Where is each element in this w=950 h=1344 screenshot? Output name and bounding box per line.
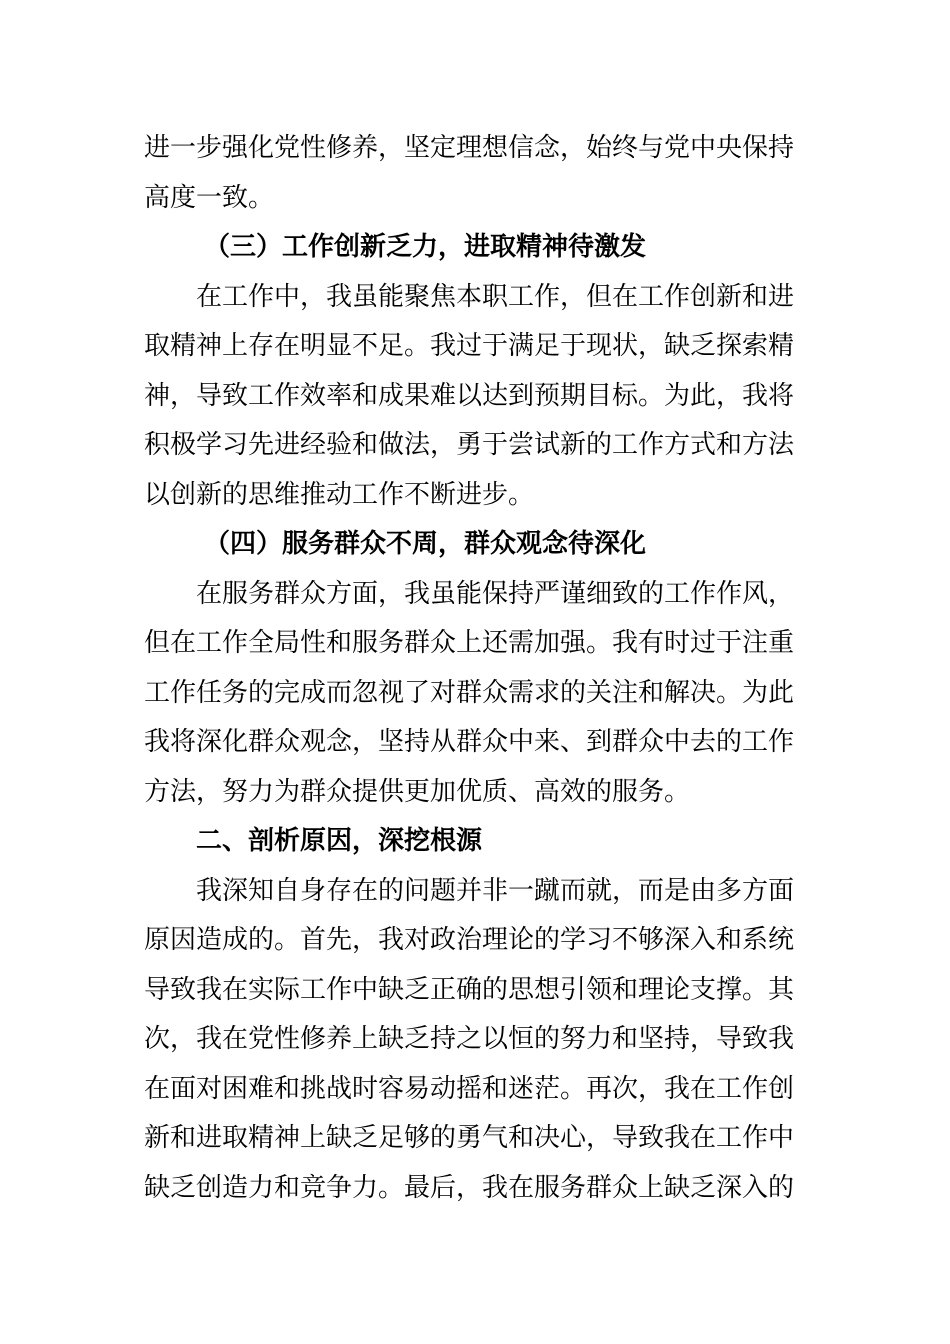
body-line: 高度一致。 xyxy=(144,182,275,213)
body-line: 进一步强化党性修养，坚定理想信念，始终与党中央保持 xyxy=(144,133,795,163)
body-line: 新和进取精神上缺乏足够的勇气和决心，导致我在工作中 xyxy=(144,1123,795,1153)
paragraph-start: 在服务群众方面，我虽能保持严谨细致的工作作风， xyxy=(196,578,795,609)
subheading-four: （四）服务群众不周，群众观念待深化 xyxy=(204,529,647,559)
body-line: 取精神上存在明显不足。我过于满足于现状，缺乏探索精 xyxy=(144,331,795,361)
document-body xyxy=(144,124,808,1213)
body-line: 我将深化群众观念，坚持从群众中来、到群众中去的工作 xyxy=(144,727,795,757)
body-line: 工作任务的完成而忽视了对群众需求的关注和解决。为此 xyxy=(144,677,795,708)
body-line: 积极学习先进经验和做法，勇于尝试新的工作方式和方法 xyxy=(144,430,795,460)
subheading-three: （三）工作创新乏力，进取精神待激发 xyxy=(204,232,647,262)
body-line: 原因造成的。首先，我对政治理论的学习不够深入和系统 xyxy=(144,925,795,955)
body-line: 缺乏创造力和竞争力。最后，我在服务群众上缺乏深入的 xyxy=(144,1172,795,1203)
body-line: 但在工作全局性和服务群众上还需加强。我有时过于注重 xyxy=(144,628,795,658)
body-line: 以创新的思维推动工作不断进步。 xyxy=(144,479,535,510)
body-line: 方法，努力为群众提供更加优质、高效的服务。 xyxy=(144,776,691,807)
body-line: 次，我在党性修养上缺乏持之以恒的努力和坚持，导致我 xyxy=(144,1024,795,1054)
paragraph-start: 我深知自身存在的问题并非一蹴而就，而是由多方面 xyxy=(196,875,795,906)
paragraph-start: 在工作中，我虽能聚焦本职工作，但在工作创新和进 xyxy=(196,281,795,312)
body-line: 导致我在实际工作中缺乏正确的思想引领和理论支撑。其 xyxy=(144,974,795,1005)
section-heading: 二、剖析原因，深挖根源 xyxy=(196,826,483,856)
body-line: 在面对困难和挑战时容易动摇和迷茫。再次，我在工作创 xyxy=(144,1073,795,1104)
body-line: 神，导致工作效率和成果难以达到预期目标。为此，我将 xyxy=(144,380,795,411)
